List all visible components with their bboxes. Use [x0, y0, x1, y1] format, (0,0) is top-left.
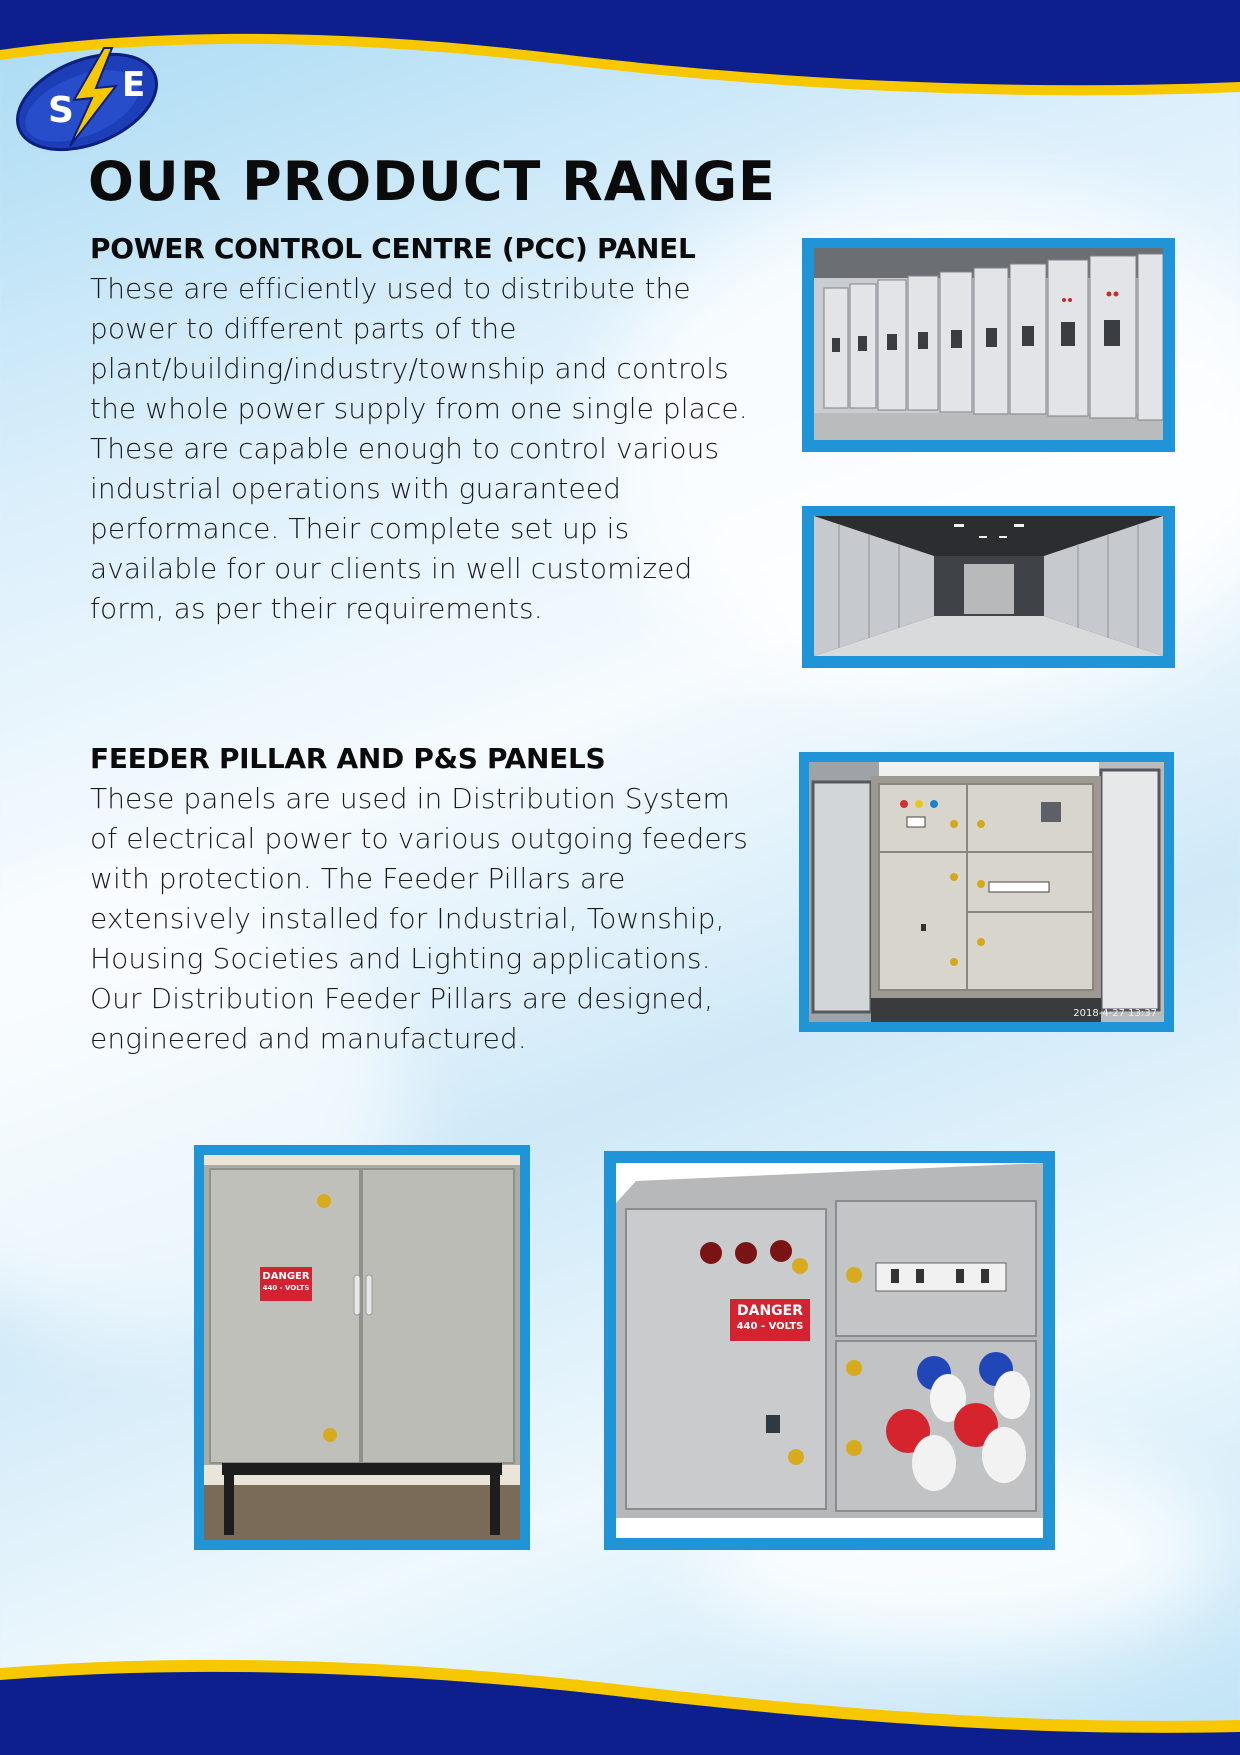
danger-sign	[260, 1267, 312, 1301]
pcc-panel-photo	[802, 238, 1175, 452]
section-pcc-panel	[90, 232, 760, 629]
feeder-pillar-open-photo	[799, 752, 1174, 1032]
switchgear-corridor-photo	[802, 506, 1175, 668]
section-body: These panels are used in Distribution System of electrical power to various outgoing feeders with protection. The Feeder Pillars are extensively installed for Industrial, Township, Housing Societies and Lighting applications. Our Distribution Feeder Pillars are designed, engineered and manufactured.	[90, 782, 748, 1055]
danger-sign-voltage: 440 - VOLTS	[262, 1284, 310, 1292]
company-logo	[12, 42, 162, 152]
ps-panel-photo	[604, 1151, 1055, 1550]
footer-wave-band	[0, 1640, 1240, 1755]
section-heading: POWER CONTROL CENTRE (PCC) PANEL	[90, 232, 696, 265]
feeder-pillar-closed-photo	[194, 1145, 530, 1550]
danger-sign-title: DANGER	[262, 1271, 310, 1282]
danger-sign	[730, 1299, 810, 1341]
logo-letter-e: E	[122, 65, 146, 105]
page-title: OUR PRODUCT RANGE	[88, 150, 776, 213]
section-heading: FEEDER PILLAR AND P&S PANELS	[90, 742, 606, 775]
header-wave-band	[0, 0, 1240, 120]
logo-letter-s: S	[48, 90, 74, 131]
photo-timestamp: 2018-4-27 13:37	[1073, 1008, 1157, 1019]
section-feeder-pillar	[90, 742, 760, 1059]
danger-sign-title: DANGER	[736, 1303, 804, 1319]
section-body: These are efficiently used to distribute the power to different parts of the plant/building/industry/township and controls the whole power supply from one single place. These are capable enough to control various industrial operations with guaranteed performance. Their complete set up is available for our clients in well customized form, as per their requirements.	[90, 272, 748, 625]
danger-sign-voltage: 440 - VOLTS	[736, 1321, 804, 1332]
